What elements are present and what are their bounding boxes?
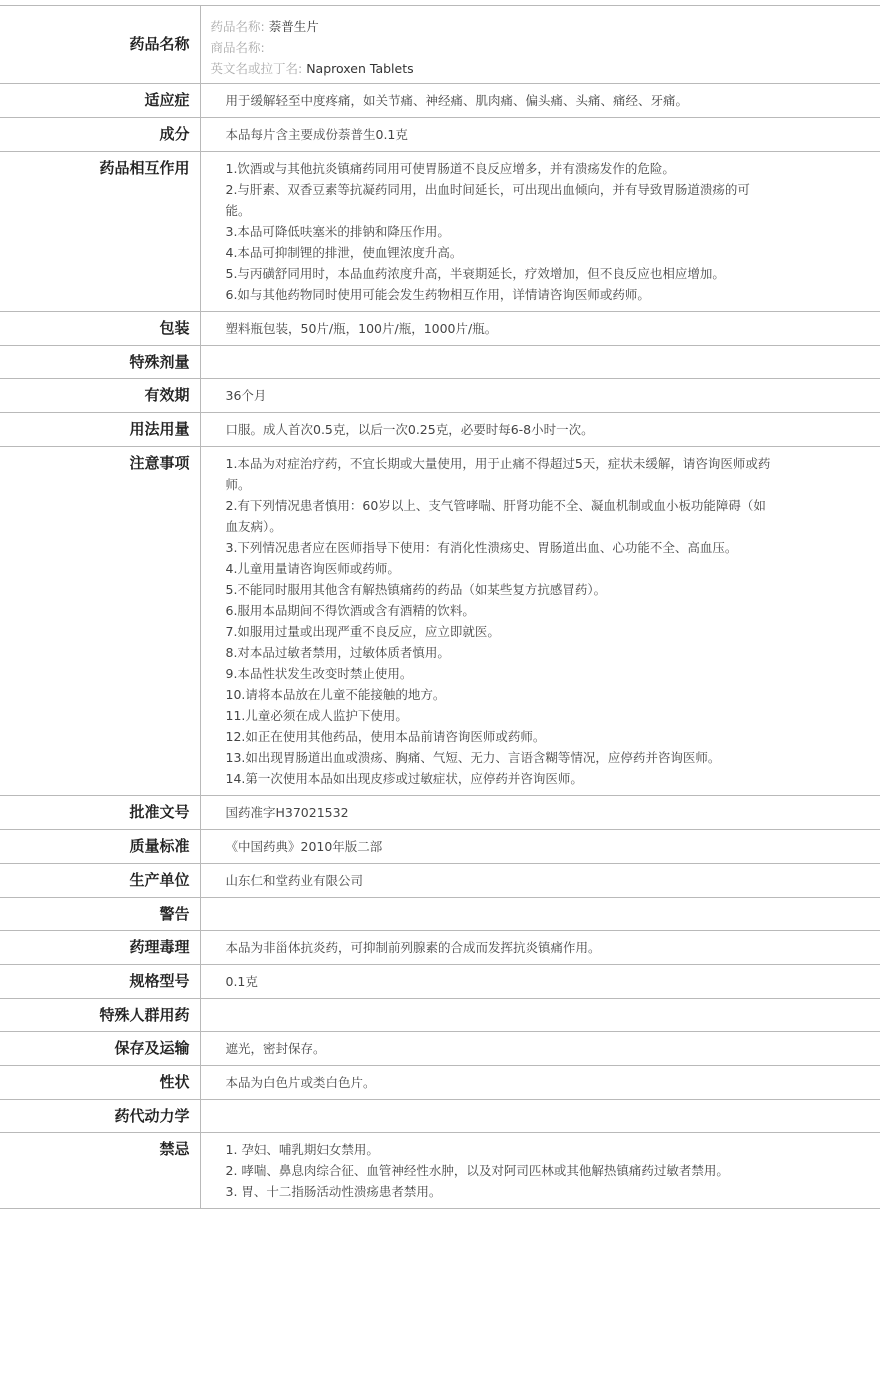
row-manufacturer xyxy=(0,864,880,898)
list-item: 2.与肝素、双香豆素等抗凝药同用，出血时间延长，可出现出血倾向，并有导致胃肠道溃疡的可能。 xyxy=(225,182,750,218)
row-label: 禁忌 xyxy=(0,1133,200,1209)
row-label: 保存及运输 xyxy=(0,1032,200,1066)
row-appearance xyxy=(0,1066,880,1100)
row-approval xyxy=(0,796,880,830)
list-item: 4.儿童用量请咨询医师或药师。 xyxy=(225,561,400,576)
row-label: 药品名称 xyxy=(0,6,200,84)
list-item: 5.与丙磺舒同用时，本品血药浓度升高，半衰期延长，疗效增加，但不良反应也相应增加。 xyxy=(225,266,725,281)
row-pharmacology xyxy=(0,931,880,965)
row-label: 性状 xyxy=(0,1066,200,1100)
english-name-line xyxy=(211,58,773,79)
list-item: 10.请将本品放在儿童不能接触的地方。 xyxy=(225,687,446,702)
list-item: 2.有下列情况患者慎用：60岁以上、支气管哮喘、肝肾功能不全、凝血机制或血小板功能障碍（如血友病）。 xyxy=(225,498,766,534)
row-label: 特殊人群用药 xyxy=(0,999,200,1032)
row-label: 成分 xyxy=(0,118,200,152)
list-item: 4.本品可抑制锂的排泄，使血锂浓度升高。 xyxy=(225,245,463,260)
row-label: 包装 xyxy=(0,312,200,346)
generic-name-key: 药品名称: xyxy=(210,19,265,34)
list-item: 1. 孕妇、哺乳期妇女禁用。 xyxy=(225,1142,379,1157)
list-item: 3.本品可降低呋塞米的排钠和降压作用。 xyxy=(225,224,450,239)
list-item: 3.下列情况患者应在医师指导下使用：有消化性溃疡史、胃肠道出血、心功能不全、高血压。 xyxy=(225,540,738,555)
manufacturer-text: 山东仁和堂药业有限公司 xyxy=(200,864,880,898)
row-special-dosage xyxy=(0,346,880,379)
contraindications-list xyxy=(200,1133,880,1209)
list-item: 13.如出现胃肠道出血或溃疡、胸痛、气短、无力、言语含糊等情况，应停药并咨询医师。 xyxy=(225,750,721,765)
pharmacology-text: 本品为非甾体抗炎药，可抑制前列腺素的合成而发挥抗炎镇痛作用。 xyxy=(200,931,880,965)
interactions-list xyxy=(200,152,880,312)
row-label: 用法用量 xyxy=(0,413,200,447)
row-storage xyxy=(0,1032,880,1066)
special-dosage-text xyxy=(200,346,880,379)
drug-spec-table xyxy=(0,5,880,1209)
standard-text: 《中国药典》2010年版二部 xyxy=(200,830,880,864)
list-item: 3. 胃、十二指肠活动性溃疡患者禁用。 xyxy=(225,1184,442,1199)
ingredients-text: 本品每片含主要成份萘普生0.1克 xyxy=(200,118,880,152)
english-name-key: 英文名或拉丁名: xyxy=(210,61,303,76)
trade-name-line xyxy=(211,37,773,58)
list-item: 5.不能同时服用其他含有解热镇痛药的药品（如某些复方抗感冒药）。 xyxy=(225,582,607,597)
row-label: 有效期 xyxy=(0,379,200,413)
appearance-text: 本品为白色片或类白色片。 xyxy=(200,1066,880,1100)
row-interactions xyxy=(0,152,880,312)
row-pharmacokinetics xyxy=(0,1100,880,1133)
row-packaging xyxy=(0,312,880,346)
precautions-list xyxy=(200,447,880,796)
warning-text xyxy=(200,898,880,931)
list-item: 14.第一次使用本品如出现皮疹或过敏症状，应停药并咨询医师。 xyxy=(225,771,583,786)
row-special-population xyxy=(0,999,880,1032)
row-label: 生产单位 xyxy=(0,864,200,898)
list-item: 8.对本品过敏者禁用，过敏体质者慎用。 xyxy=(225,645,450,660)
list-item: 1.饮酒或与其他抗炎镇痛药同用可使胃肠道不良反应增多，并有溃疡发作的危险。 xyxy=(225,161,675,176)
drug-name-cell xyxy=(200,6,880,84)
row-indications xyxy=(0,84,880,118)
row-standard xyxy=(0,830,880,864)
row-label: 注意事项 xyxy=(0,447,200,796)
packaging-text: 塑料瓶包装，50片/瓶，100片/瓶，1000片/瓶。 xyxy=(200,312,880,346)
list-item: 1.本品为对症治疗药，不宜长期或大量使用，用于止痛不得超过5天，症状未缓解，请咨询医师或药师。 xyxy=(225,456,771,492)
row-label: 药理毒理 xyxy=(0,931,200,965)
list-item: 12.如正在使用其他药品，使用本品前请咨询医师或药师。 xyxy=(225,729,546,744)
storage-text: 遮光，密封保存。 xyxy=(200,1032,880,1066)
trade-name-key: 商品名称: xyxy=(210,40,265,55)
pharmacokinetics-text xyxy=(200,1100,880,1133)
row-label: 药代动力学 xyxy=(0,1100,200,1133)
english-name-value: Naproxen Tablets xyxy=(306,61,414,76)
usage-text: 口服。成人首次0.5克，以后一次0.25克，必要时每6-8小时一次。 xyxy=(200,413,880,447)
row-label: 质量标准 xyxy=(0,830,200,864)
specification-text: 0.1克 xyxy=(200,965,880,999)
row-ingredients xyxy=(0,118,880,152)
indications-text: 用于缓解轻至中度疼痛，如关节痛、神经痛、肌肉痛、偏头痛、头痛、痛经、牙痛。 xyxy=(200,84,880,118)
list-item: 6.如与其他药物同时使用可能会发生药物相互作用，详情请咨询医师或药师。 xyxy=(225,287,650,302)
row-label: 药品相互作用 xyxy=(0,152,200,312)
row-usage xyxy=(0,413,880,447)
row-label: 特殊剂量 xyxy=(0,346,200,379)
list-item: 9.本品性状发生改变时禁止使用。 xyxy=(225,666,413,681)
row-label: 批准文号 xyxy=(0,796,200,830)
row-warning xyxy=(0,898,880,931)
validity-text: 36个月 xyxy=(200,379,880,413)
list-item: 2. 哮喘、鼻息肉综合征、血管神经性水肿，以及对阿司匹林或其他解热镇痛药过敏者禁用。 xyxy=(225,1163,729,1178)
row-label: 规格型号 xyxy=(0,965,200,999)
row-contraindications xyxy=(0,1133,880,1209)
row-drug-name xyxy=(0,6,880,84)
approval-text: 国药准字H37021532 xyxy=(200,796,880,830)
row-label: 警告 xyxy=(0,898,200,931)
row-label: 适应症 xyxy=(0,84,200,118)
generic-name-line xyxy=(211,16,773,37)
row-validity xyxy=(0,379,880,413)
list-item: 11.儿童必须在成人监护下使用。 xyxy=(225,708,408,723)
list-item: 6.服用本品期间不得饮酒或含有酒精的饮料。 xyxy=(225,603,475,618)
special-population-text xyxy=(200,999,880,1032)
list-item: 7.如服用过量或出现严重不良反应，应立即就医。 xyxy=(225,624,500,639)
row-precautions xyxy=(0,447,880,796)
generic-name-value: 萘普生片 xyxy=(268,19,319,34)
row-specification xyxy=(0,965,880,999)
